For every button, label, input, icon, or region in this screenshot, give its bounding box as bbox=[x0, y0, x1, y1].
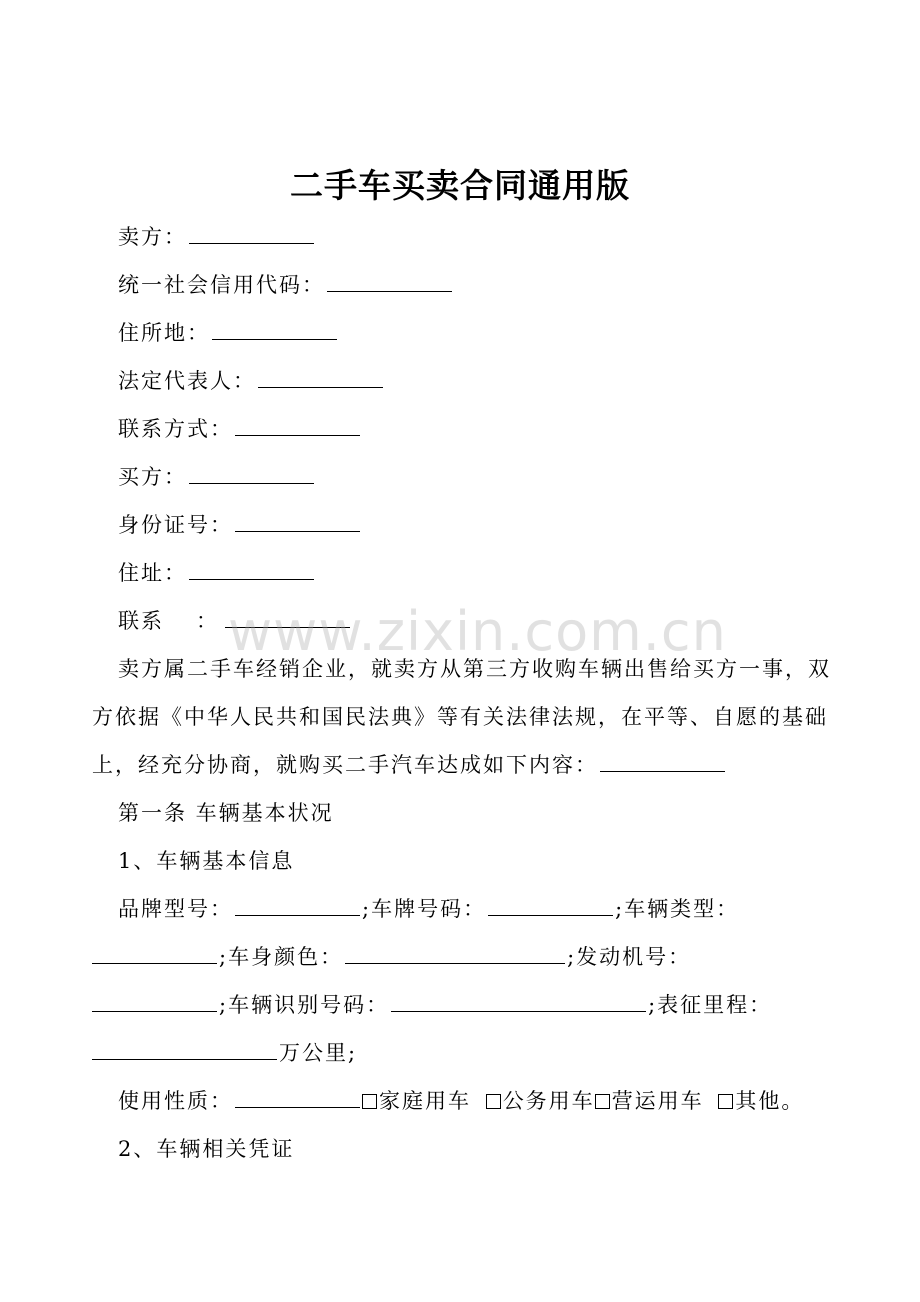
brand-blank bbox=[235, 895, 360, 916]
mileage-blank bbox=[92, 1039, 277, 1060]
seller-contact-label: 联系方式： bbox=[118, 417, 233, 441]
buyer-id-label: 身份证号： bbox=[118, 513, 233, 537]
vehicle-info-row-4 bbox=[92, 1038, 357, 1068]
seller-contact-blank bbox=[235, 415, 360, 436]
brand-label: 品牌型号： bbox=[118, 897, 233, 921]
engine-blank bbox=[92, 991, 217, 1012]
color-blank bbox=[345, 943, 565, 964]
mileage-unit: 万公里; bbox=[279, 1041, 358, 1065]
usage-option-family: 家庭用车 bbox=[379, 1089, 471, 1113]
buyer-label: 买方： bbox=[118, 465, 187, 489]
article1-heading: 第一条 车辆基本状况 bbox=[118, 801, 334, 825]
intro-line-2: 方依据《中华人民共和国民法典》等有关法律法规，在平等、自愿的基础 bbox=[92, 705, 828, 729]
vehicle-info-row-2 bbox=[92, 942, 691, 972]
mileage-label: ;表征里程： bbox=[648, 993, 773, 1017]
plate-label: ;车牌号码： bbox=[362, 897, 487, 921]
legal-rep-row bbox=[118, 366, 385, 396]
intro-line-3-row bbox=[92, 750, 727, 780]
usage-option-other: 其他。 bbox=[735, 1089, 805, 1113]
buyer-address-row bbox=[118, 558, 316, 588]
document-title: 二手车买卖合同通用版 bbox=[290, 166, 630, 205]
buyer-blank bbox=[189, 463, 314, 484]
seller-address-blank bbox=[212, 319, 337, 340]
checkbox-icon[interactable] bbox=[595, 1094, 610, 1109]
buyer-address-label: 住址： bbox=[118, 561, 187, 585]
legal-rep-blank bbox=[258, 367, 383, 388]
buyer-contact-row bbox=[118, 606, 352, 636]
buyer-row bbox=[118, 462, 316, 492]
checkbox-icon[interactable] bbox=[718, 1094, 733, 1109]
intro-line-3: 上，经充分协商，就购买二手汽车达成如下内容： bbox=[92, 753, 598, 777]
usage-option-commercial: 营运用车 bbox=[611, 1089, 704, 1113]
intro-blank bbox=[600, 751, 725, 772]
vin-blank bbox=[391, 991, 646, 1012]
usage-blank bbox=[235, 1087, 360, 1108]
usage-row bbox=[118, 1086, 804, 1116]
intro-line-1: 卖方属二手车经销企业，就卖方从第三方收购车辆出售给买方一事，双 bbox=[118, 657, 831, 681]
article1-sub1: 1、车辆基本信息 bbox=[118, 849, 295, 873]
seller-address-row bbox=[118, 318, 339, 348]
credit-code-row bbox=[118, 270, 454, 300]
type-label: ;车辆类型： bbox=[615, 897, 740, 921]
article1-sub2: 2、车辆相关凭证 bbox=[118, 1137, 295, 1161]
seller-contact-row bbox=[118, 414, 362, 444]
buyer-contact-blank bbox=[225, 607, 350, 628]
legal-rep-label: 法定代表人： bbox=[118, 369, 256, 393]
seller-blank bbox=[189, 223, 314, 244]
engine-label: ;发动机号： bbox=[567, 945, 692, 969]
checkbox-icon[interactable] bbox=[362, 1094, 377, 1109]
credit-code-label: 统一社会信用代码： bbox=[118, 273, 325, 297]
plate-blank bbox=[488, 895, 613, 916]
type-blank bbox=[92, 943, 217, 964]
color-label: ;车身颜色： bbox=[219, 945, 344, 969]
seller-label: 卖方： bbox=[118, 225, 187, 249]
usage-option-official: 公务用车 bbox=[502, 1089, 595, 1113]
credit-code-blank bbox=[327, 271, 452, 292]
buyer-contact-label-b: ： bbox=[196, 609, 219, 633]
watermark: www.zixin.com.cn bbox=[228, 600, 727, 663]
buyer-address-blank bbox=[189, 559, 314, 580]
buyer-id-blank bbox=[235, 511, 360, 532]
buyer-contact-label-a: 联系 bbox=[118, 609, 164, 633]
seller-row bbox=[118, 222, 316, 252]
buyer-id-row bbox=[118, 510, 362, 540]
vin-label: ;车辆识别号码： bbox=[219, 993, 390, 1017]
seller-address-label: 住所地： bbox=[118, 321, 210, 345]
vehicle-info-row-1 bbox=[118, 894, 739, 924]
usage-label: 使用性质： bbox=[118, 1089, 233, 1113]
vehicle-info-row-3 bbox=[92, 990, 772, 1020]
checkbox-icon[interactable] bbox=[486, 1094, 501, 1109]
